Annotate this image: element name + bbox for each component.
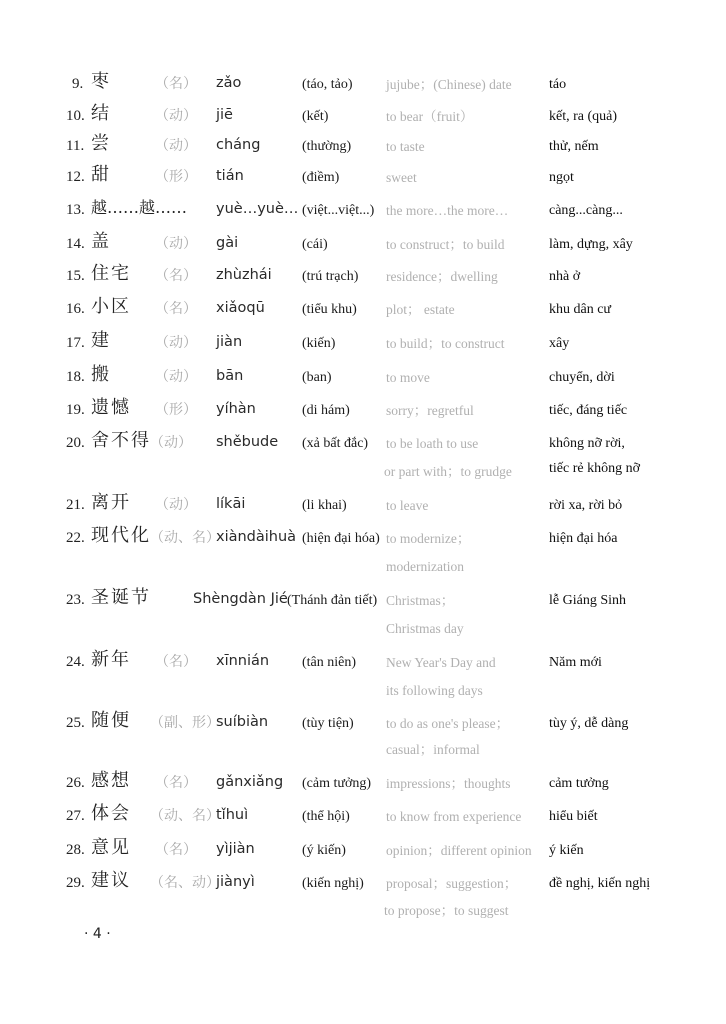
entry-hanviet: (táo, tảo) <box>302 77 353 92</box>
entry-number: 15. <box>66 268 85 284</box>
entry-hanzi: 建 <box>91 330 111 351</box>
entry-hanviet: (cái) <box>302 237 328 252</box>
entry-hanzi: 意见 <box>91 837 131 858</box>
vocab-entry <box>0 72 726 102</box>
entry-vietnamese: không nỡ rời, <box>549 436 625 451</box>
entry-english: to do as one's please； <box>386 716 510 731</box>
entry-english: to be loath to use <box>386 436 479 451</box>
entry-vietnamese: hiện đại hóa <box>549 531 618 546</box>
entry-english: plot； estate <box>386 302 455 317</box>
entry-hanviet: (ban) <box>302 370 332 385</box>
entry-number: 24. <box>66 654 85 670</box>
entry-hanviet: (tân niên) <box>302 655 357 670</box>
entry-pinyin: shěbude <box>216 434 279 450</box>
vocab-entry <box>0 526 726 582</box>
entry-pinyin: líkāi <box>216 496 246 512</box>
entry-english-line2: casual；informal <box>386 742 480 757</box>
vocab-entry <box>0 493 726 523</box>
entry-english-line2: or part with；to grudge <box>384 464 512 479</box>
entry-hanviet: (kiến nghị) <box>302 876 364 891</box>
entry-vietnamese: làm, dựng, xây <box>549 237 633 252</box>
entry-vietnamese: Năm mới <box>549 655 602 670</box>
entry-hanviet: (kết) <box>302 109 329 124</box>
entry-part-of-speech: （动） <box>150 435 192 451</box>
vocab-entry <box>0 104 726 134</box>
entry-hanzi: 甜 <box>91 164 111 185</box>
entry-english: to leave <box>386 498 429 513</box>
entry-hanzi: 体会 <box>91 803 131 824</box>
entry-part-of-speech: （动） <box>155 138 197 154</box>
entry-hanviet: (cảm tưởng) <box>302 776 372 791</box>
entry-pinyin: bān <box>216 368 244 384</box>
entry-english: Christmas； <box>386 593 455 608</box>
entry-pinyin: yìjiàn <box>216 841 255 857</box>
entry-hanviet: (hiện đại hóa) <box>302 531 380 546</box>
entry-pinyin: zǎo <box>216 75 242 91</box>
entry-vietnamese: tùy ý, dễ dàng <box>549 716 629 731</box>
entry-hanzi: 结 <box>91 103 111 124</box>
entry-vietnamese: kết, ra (quả) <box>549 109 618 124</box>
entry-number: 14. <box>66 236 85 252</box>
entry-pinyin: Shèngdàn Jié <box>193 591 288 607</box>
entry-english: residence；dwelling <box>386 269 498 284</box>
entry-hanzi: 盖 <box>91 231 111 252</box>
entry-number: 19. <box>66 402 85 418</box>
entry-hanzi: 感想 <box>91 770 131 791</box>
entry-vietnamese: rời xa, rời bỏ <box>549 498 623 513</box>
entry-number: 12. <box>66 169 85 185</box>
entry-vietnamese-line2: tiếc rẻ không nỡ <box>549 461 640 476</box>
entry-vietnamese: thử, nếm <box>549 139 599 154</box>
entry-hanviet: (điềm) <box>302 170 340 185</box>
entry-number: 16. <box>66 301 85 317</box>
entry-vietnamese: đề nghị, kiến nghị <box>549 876 651 891</box>
entry-hanzi: 新年 <box>91 649 131 670</box>
entry-vietnamese: hiểu biết <box>549 809 598 824</box>
entry-hanviet: (trú trạch) <box>302 269 359 284</box>
entry-hanzi: 随便 <box>91 710 131 731</box>
vocab-entry <box>0 297 726 327</box>
entry-hanviet: (thể hội) <box>302 809 350 824</box>
entry-hanviet: (li khai) <box>302 498 347 513</box>
entry-hanviet: (việt...việt...) <box>302 203 375 218</box>
entry-hanviet: (tiểu khu) <box>302 302 357 317</box>
entry-part-of-speech: （动、名） <box>150 808 220 824</box>
entry-vietnamese: táo <box>549 77 567 92</box>
entry-part-of-speech: （动、名） <box>150 530 220 546</box>
entry-vietnamese: khu dân cư <box>549 302 612 317</box>
entry-hanviet: (kiến) <box>302 336 336 351</box>
vocab-entry <box>0 232 726 262</box>
entry-number: 11. <box>66 138 85 154</box>
entry-part-of-speech: （名） <box>155 775 197 791</box>
entry-english-line2: Christmas day <box>386 621 464 636</box>
entry-vietnamese: ý kiến <box>549 843 584 858</box>
entry-hanzi: 建议 <box>91 870 131 891</box>
entry-number: 21. <box>66 497 85 513</box>
entry-english: to move <box>386 370 430 385</box>
entry-number: 28. <box>66 842 85 858</box>
entry-english-line2: to propose；to suggest <box>384 903 509 918</box>
entry-part-of-speech: （名） <box>155 842 197 858</box>
entry-number: 10. <box>66 108 85 124</box>
entry-hanzi: 越……越…… <box>91 198 188 217</box>
entry-vietnamese: càng...càng... <box>549 203 623 218</box>
vocab-entry <box>0 165 726 195</box>
vocab-entry <box>0 398 726 428</box>
entry-part-of-speech: （名） <box>155 654 197 670</box>
entry-english: to build；to construct <box>386 336 505 351</box>
entry-number: 18. <box>66 369 85 385</box>
entry-part-of-speech: （形） <box>155 402 197 418</box>
entry-english: New Year's Day and <box>386 655 496 670</box>
entry-hanviet: (Thánh đản tiết) <box>287 593 378 608</box>
entry-vietnamese: xây <box>549 336 570 351</box>
entry-part-of-speech: （动） <box>155 335 197 351</box>
entry-number: 23. <box>66 592 85 608</box>
entry-english-line2: its following days <box>386 683 483 698</box>
entry-part-of-speech: （动） <box>155 236 197 252</box>
vocab-entry <box>0 198 726 228</box>
entry-hanviet: (xả bất đắc) <box>302 436 369 451</box>
entry-part-of-speech: （动） <box>155 108 197 124</box>
entry-hanzi: 圣诞节 <box>91 587 151 608</box>
entry-hanzi: 离开 <box>91 492 131 513</box>
vocab-entry <box>0 650 726 706</box>
entry-english: impressions；thoughts <box>386 776 511 791</box>
vocab-entry <box>0 804 726 834</box>
entry-part-of-speech: （副、形） <box>150 715 220 731</box>
entry-pinyin: gǎnxiǎng <box>216 774 284 790</box>
entry-english: to taste <box>386 139 425 154</box>
entry-pinyin: gài <box>216 235 239 251</box>
entry-pinyin: tǐhuì <box>216 807 249 823</box>
entry-pinyin: yíhàn <box>216 401 256 417</box>
entry-english-line2: modernization <box>386 559 464 574</box>
entry-english: proposal；suggestion； <box>386 876 518 891</box>
entry-hanzi: 现代化 <box>91 525 151 546</box>
entry-number: 27. <box>66 808 85 824</box>
entry-number: 17. <box>66 335 85 351</box>
entry-pinyin: suíbiàn <box>216 714 269 730</box>
entry-part-of-speech: （名、动） <box>150 875 220 891</box>
entry-number: 26. <box>66 775 85 791</box>
entry-part-of-speech: （动） <box>155 497 197 513</box>
entry-part-of-speech: （形） <box>155 169 197 185</box>
vocab-entry <box>0 588 726 644</box>
vocab-entry <box>0 365 726 395</box>
entry-pinyin: jiàn <box>216 334 243 350</box>
entry-english: opinion；different opinion <box>386 843 532 858</box>
entry-english: to know from experience <box>386 809 522 824</box>
vocab-entry <box>0 711 726 767</box>
entry-hanzi: 遗憾 <box>91 397 131 418</box>
entry-pinyin: zhùzhái <box>216 267 272 283</box>
entry-part-of-speech: （名） <box>155 268 197 284</box>
entry-pinyin: cháng <box>216 137 261 153</box>
entry-number: 13. <box>66 202 85 218</box>
entry-vietnamese: tiếc, đáng tiếc <box>549 403 628 418</box>
entry-pinyin: jiànyì <box>216 874 255 890</box>
entry-number: 22. <box>66 530 85 546</box>
entry-part-of-speech: （名） <box>155 76 197 92</box>
entry-hanviet: (di hám) <box>302 403 350 418</box>
entry-english: to modernize； <box>386 531 471 546</box>
vocab-entry <box>0 331 726 361</box>
vocab-entry <box>0 871 726 927</box>
entry-pinyin: xīnnián <box>216 653 270 669</box>
entry-part-of-speech: （名） <box>155 301 197 317</box>
entry-pinyin: xiàndàihuà <box>216 529 297 545</box>
entry-number: 9. <box>72 76 84 92</box>
entry-hanviet: (tùy tiện) <box>302 716 354 731</box>
entry-hanzi: 枣 <box>91 71 111 92</box>
entry-hanzi: 舍不得 <box>91 430 151 451</box>
vocab-entry <box>0 771 726 801</box>
entry-vietnamese: ngọt <box>549 170 574 185</box>
vocab-entry <box>0 838 726 868</box>
vocab-entry <box>0 134 726 164</box>
entry-hanviet: (thường) <box>302 139 352 154</box>
entry-hanzi: 住宅 <box>91 263 131 284</box>
entry-english: jujube；(Chinese) date <box>386 77 512 92</box>
entry-number: 25. <box>66 715 85 731</box>
entry-vietnamese: lễ Giáng Sinh <box>549 593 626 608</box>
entry-pinyin: yuè…yuè… <box>216 201 299 217</box>
entry-hanviet: (ý kiến) <box>302 843 346 858</box>
entry-vietnamese: chuyển, dời <box>549 370 615 385</box>
entry-english: to construct；to build <box>386 237 505 252</box>
entry-pinyin: xiǎoqū <box>216 300 265 316</box>
entry-number: 29. <box>66 875 85 891</box>
entry-pinyin: tián <box>216 168 244 184</box>
entry-hanzi: 尝 <box>91 133 111 154</box>
vocab-entry <box>0 431 726 487</box>
entry-vietnamese: nhà ở <box>549 269 581 284</box>
entry-vietnamese: cảm tưởng <box>549 776 609 791</box>
entry-english: sorry；regretful <box>386 403 474 418</box>
vocab-entry <box>0 264 726 294</box>
entry-part-of-speech: （动） <box>155 369 197 385</box>
entry-english: to bear（fruit） <box>386 109 474 124</box>
entry-number: 20. <box>66 435 85 451</box>
entry-english: the more…the more… <box>386 203 509 218</box>
entry-hanzi: 小区 <box>91 296 131 317</box>
entry-pinyin: jiē <box>216 107 233 123</box>
page-number: · 4 · <box>84 926 111 942</box>
entry-hanzi: 搬 <box>91 364 111 385</box>
entry-english: sweet <box>386 170 417 185</box>
